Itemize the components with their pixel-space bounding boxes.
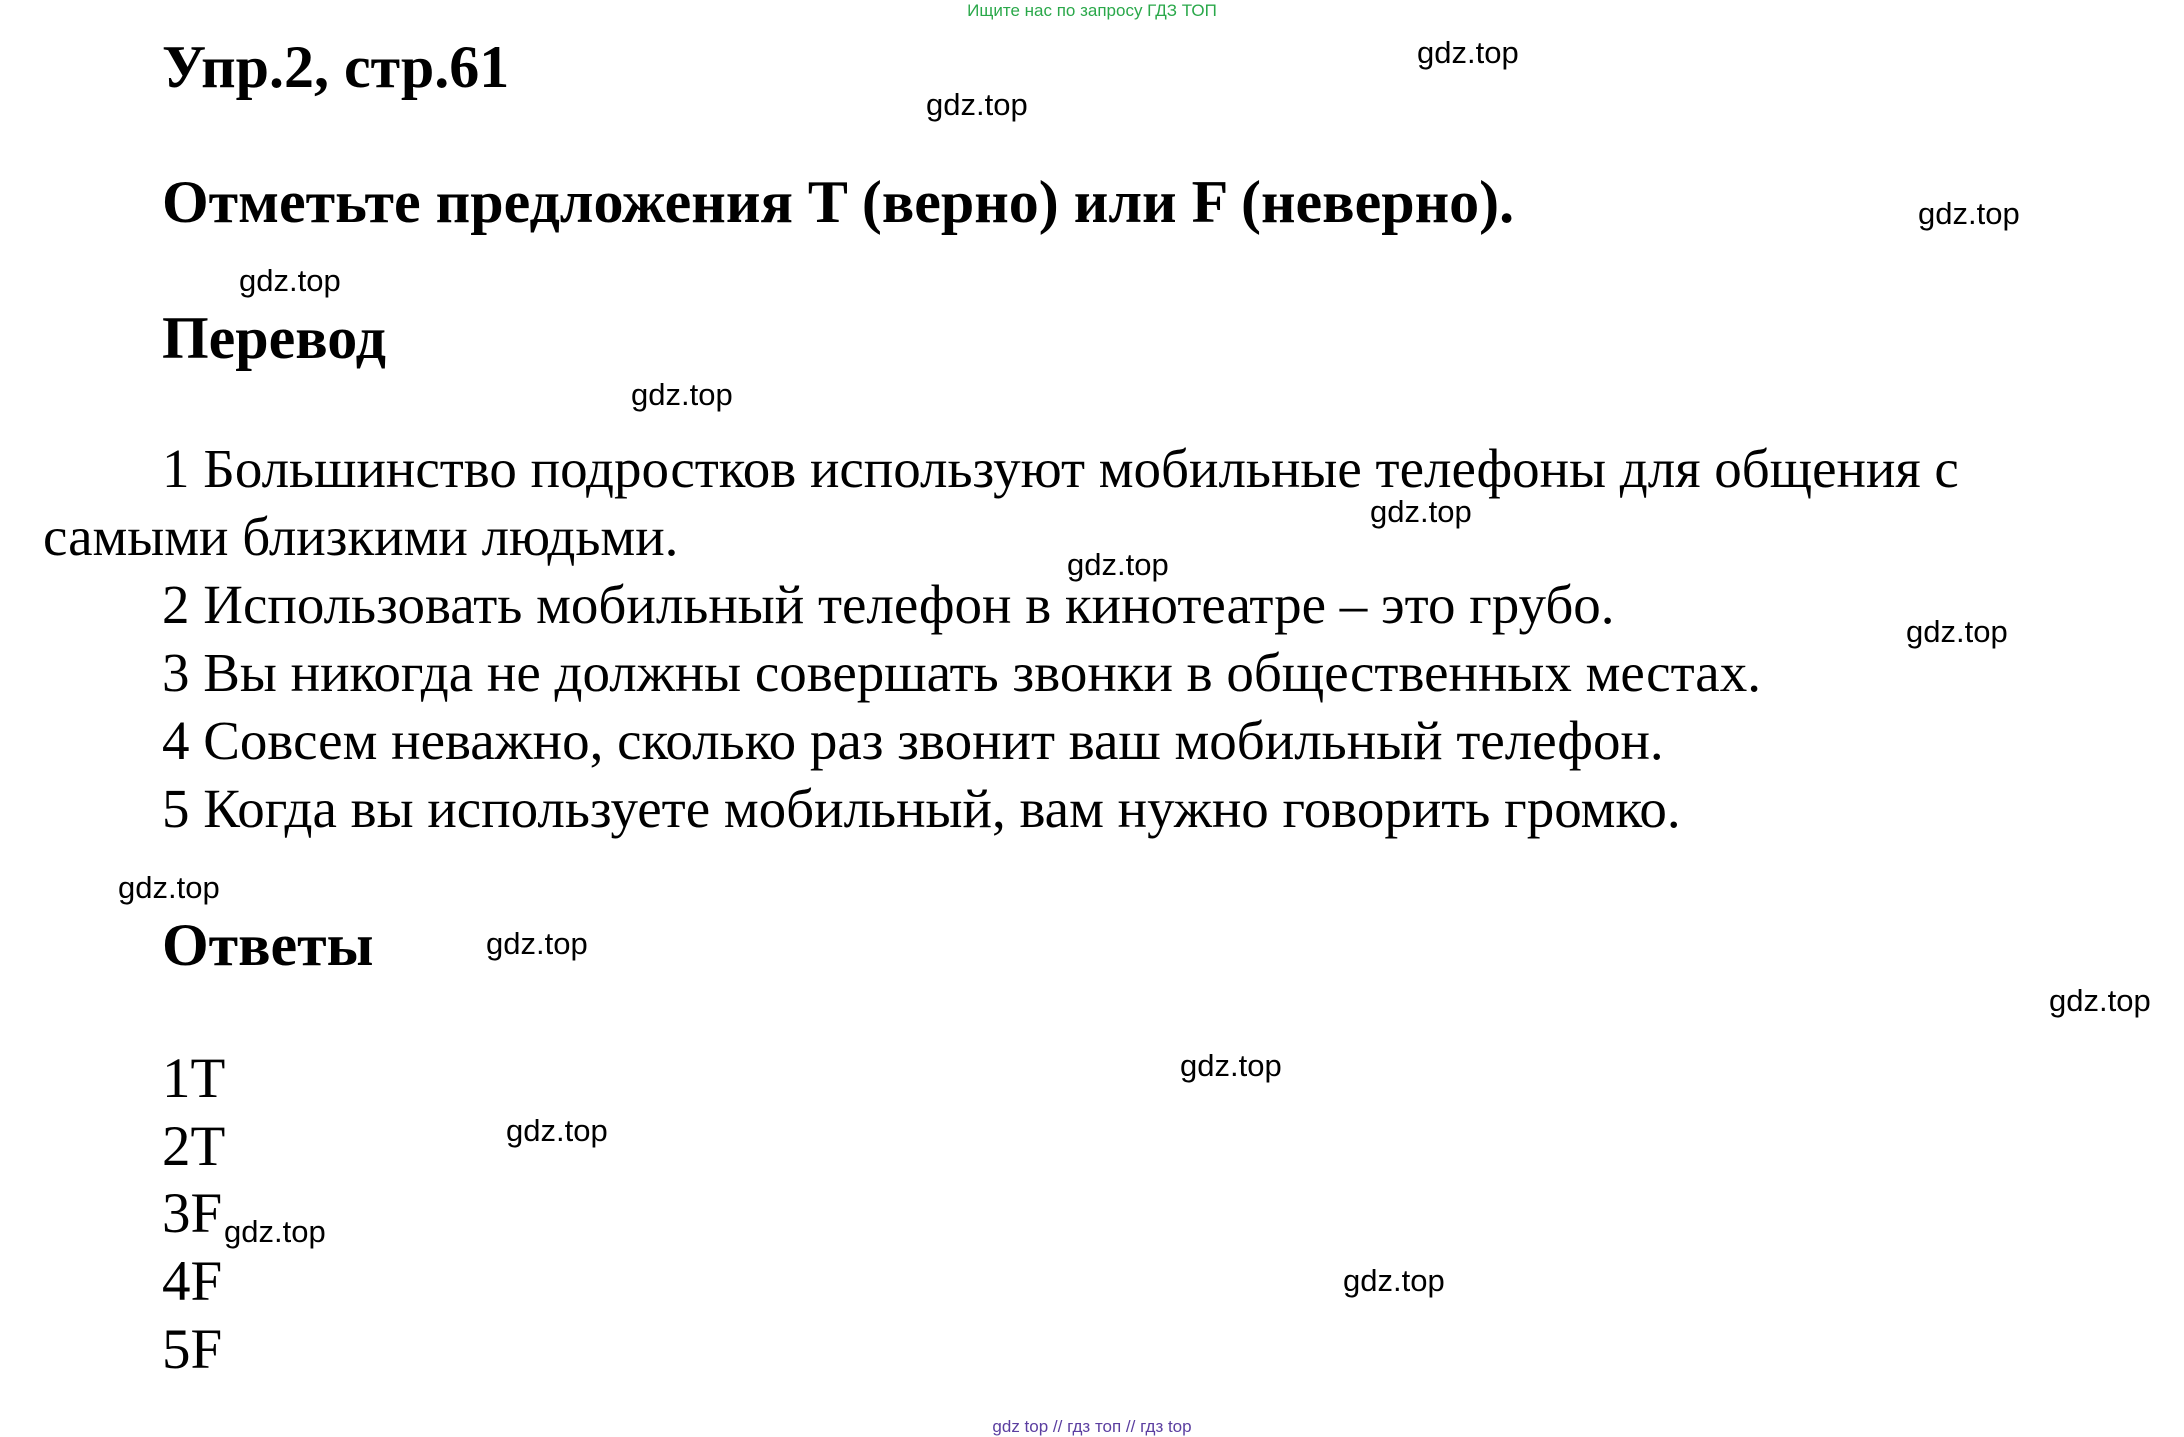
watermark: gdz.top: [1067, 547, 1169, 582]
sentence-1-line-2: самыми близкими людьми.: [43, 506, 679, 567]
answer-1: 1T: [162, 1047, 226, 1110]
instruction-heading: Отметьте предложения T (верно) или F (неверно).: [162, 169, 1515, 235]
watermark: gdz.top: [118, 870, 220, 905]
footer-watermark: gdz top // гдз топ // гдз top: [992, 1417, 1192, 1436]
watermark: gdz.top: [1370, 494, 1472, 529]
answer-2: 2T: [162, 1115, 226, 1178]
sentence-3: 3 Вы никогда не должны совершать звонки в общественных местах.: [162, 642, 1761, 703]
watermark: gdz.top: [506, 1113, 608, 1148]
watermark: gdz.top: [631, 377, 733, 412]
watermark: gdz.top: [1343, 1263, 1445, 1298]
answers-heading: Ответы: [162, 912, 374, 978]
answer-4: 4F: [162, 1250, 223, 1313]
top-note: Ищите нас по запросу ГДЗ ТОП: [967, 1, 1217, 20]
watermark: gdz.top: [2049, 983, 2151, 1018]
watermark: gdz.top: [1180, 1048, 1282, 1083]
translation-heading: Перевод: [162, 305, 386, 371]
answer-5: 5F: [162, 1318, 223, 1381]
watermark: gdz.top: [239, 263, 341, 298]
watermark: gdz.top: [486, 926, 588, 961]
sentence-5: 5 Когда вы используете мобильный, вам нужно говорить громко.: [162, 778, 1681, 839]
watermark: gdz.top: [1906, 614, 2008, 649]
watermark: gdz.top: [224, 1214, 326, 1249]
watermark: gdz.top: [1417, 35, 1519, 70]
exercise-title: Упр.2, стр.61: [162, 34, 510, 100]
watermark: gdz.top: [1918, 196, 2020, 231]
sentence-2: 2 Использовать мобильный телефон в кинотеатре – это грубо.: [162, 574, 1615, 635]
answer-3: 3F: [162, 1182, 223, 1245]
sentence-4: 4 Совсем неважно, сколько раз звонит ваш мобильный телефон.: [162, 710, 1664, 771]
sentence-1-line-1: 1 Большинство подростков используют мобильные телефоны для общения с: [162, 438, 1959, 499]
watermark: gdz.top: [926, 87, 1028, 122]
